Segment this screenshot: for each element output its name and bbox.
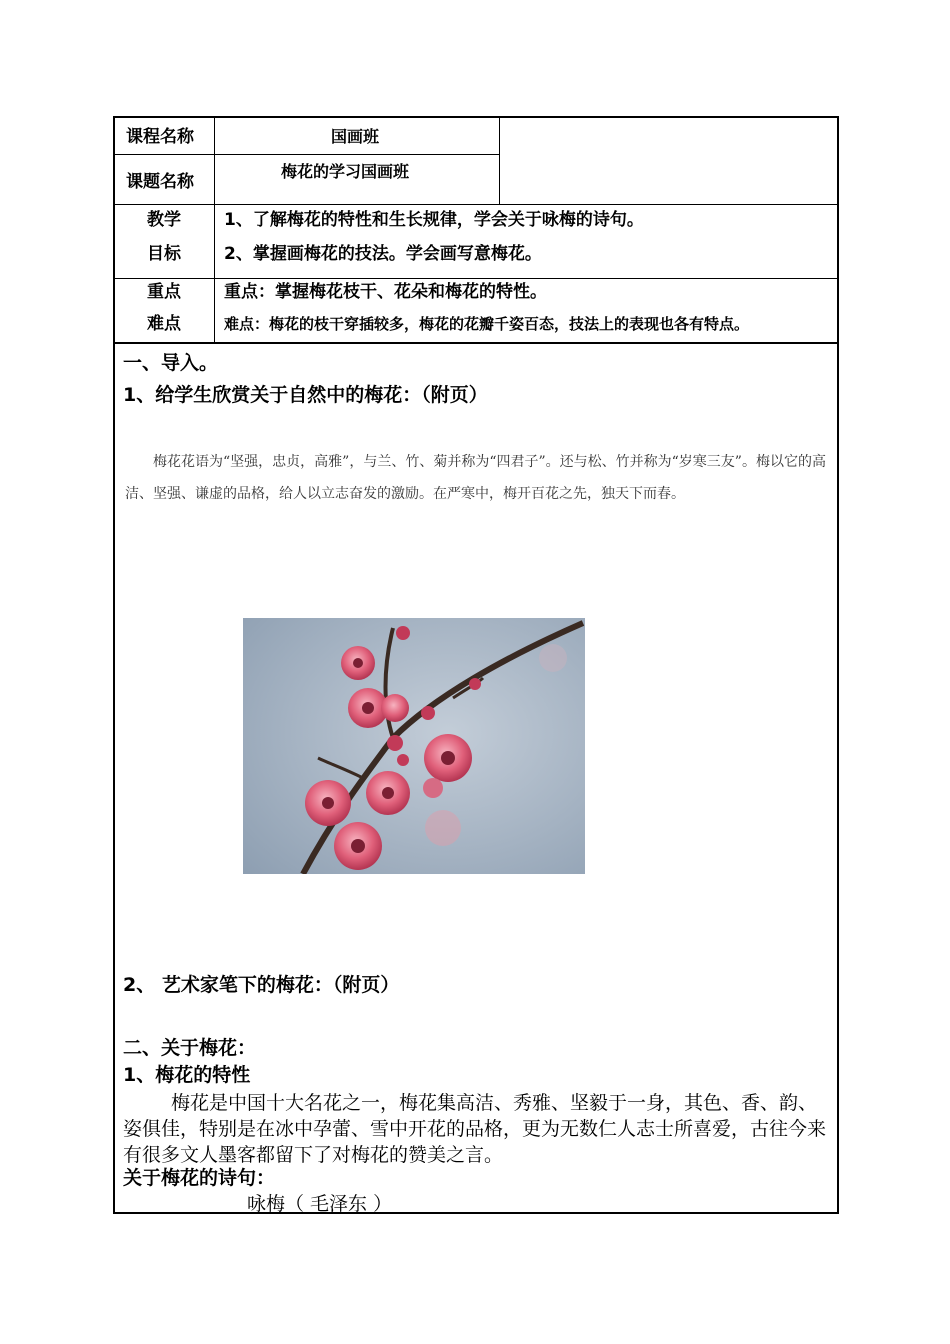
difficulty-label: 难点 bbox=[147, 314, 181, 334]
section-1-item-2: 2、 艺术家笔下的梅花：（附页） bbox=[123, 974, 400, 996]
plum-traits-paragraph: 梅花是中国十大名花之一，梅花集高洁、秀雅、坚毅于一身，其色、香、韵、姿俱佳，特别是在冰中孕蕾、雪中开花的品格，更为无数仁人志士所喜爱，古往今来有很多文人墨客都留下了对梅花的赞美之言。 bbox=[123, 1092, 827, 1166]
section-1-title: 一、导入。 bbox=[123, 352, 219, 374]
difficulty-text: 难点：梅花的枝干穿插较多，梅花的花瓣千姿百态，技法上的表现也各有特点。 bbox=[224, 315, 750, 333]
row-divider bbox=[115, 342, 837, 344]
key-text: 重点：掌握梅花枝干、花朵和梅花的特性。 bbox=[224, 282, 547, 302]
row-divider bbox=[115, 204, 837, 205]
section-2-item-1: 1、梅花的特性 bbox=[123, 1064, 251, 1086]
goal-label-1: 教学 bbox=[147, 210, 181, 230]
lesson-plan-sheet bbox=[113, 116, 839, 1214]
row-divider bbox=[115, 154, 499, 155]
key-label: 重点 bbox=[147, 282, 181, 302]
plum-blossom-photo bbox=[243, 618, 585, 874]
col-divider bbox=[499, 118, 500, 204]
goal-1: 1、了解梅花的特性和生长规律，学会关于咏梅的诗句。 bbox=[224, 210, 644, 230]
row-divider bbox=[115, 278, 837, 279]
plum-blossom-image bbox=[243, 618, 585, 874]
topic-label: 课题名称 bbox=[126, 172, 194, 192]
section-2-title: 二、关于梅花： bbox=[123, 1037, 257, 1059]
poem-title: 咏梅（ 毛泽东 ） bbox=[247, 1193, 393, 1215]
goal-2: 2、掌握画梅花的技法。学会画写意梅花。 bbox=[224, 244, 542, 264]
flower-language-paragraph: 梅花花语为“坚强，忠贞，高雅”，与兰、竹、菊并称为“四君子”。还与松、竹并称为“岁寒三友”。梅以它的高洁、坚强、谦虚的品格，给人以立志奋发的激励。在严寒中，梅开百花之先，独天下而春。 bbox=[125, 454, 826, 502]
course-label: 课程名称 bbox=[126, 127, 194, 147]
goal-label-2: 目标 bbox=[147, 244, 181, 264]
poem-heading: 关于梅花的诗句： bbox=[123, 1167, 276, 1189]
col-divider bbox=[214, 118, 215, 342]
course-value: 国画班 bbox=[331, 127, 380, 146]
section-1-item-1: 1、给学生欣赏关于自然中的梅花：（附页） bbox=[123, 384, 488, 406]
topic-value: 梅花的学习国画班 bbox=[281, 162, 410, 181]
